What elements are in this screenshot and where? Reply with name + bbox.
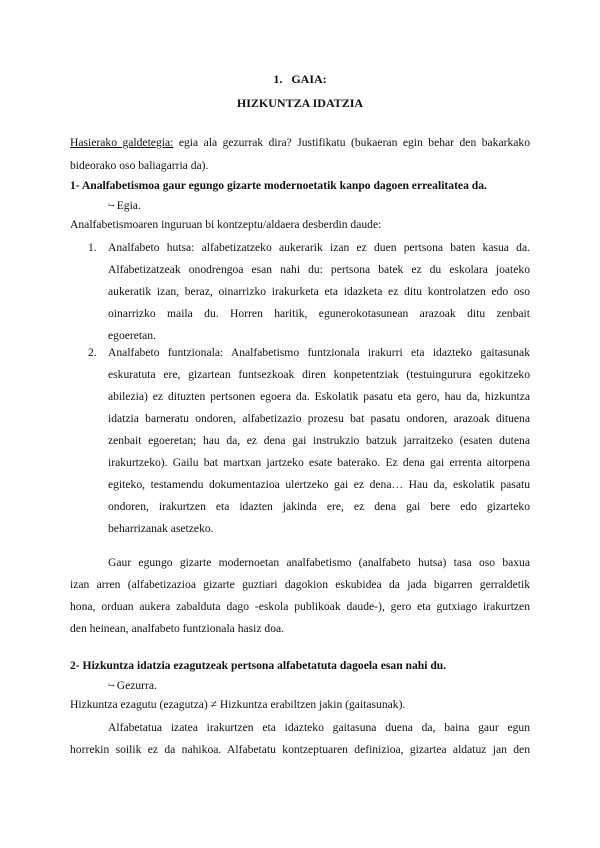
list-item-2-line: irakurtzeko). Gailu bat martxan jartzeko esate baterako. Ez dena gai errenta aitorpena: [108, 456, 530, 469]
arrow-icon: ↪: [108, 201, 115, 210]
q1-answer: Egia.: [116, 199, 141, 212]
intro-line-2: bideorako oso baliagarria da).: [70, 159, 209, 172]
list-item-1-line: egoeretan.: [108, 329, 156, 342]
intro-label: Hasierako galdetegia:: [70, 136, 174, 149]
q2-answer-line: [108, 679, 157, 694]
heading-line: [0, 72, 600, 87]
list-item-2-line: beharrizanak asetzeko.: [108, 522, 214, 535]
heading-title: HIZKUNTZA IDATZIA: [236, 96, 364, 110]
q2-answer: Gezurra.: [116, 679, 157, 692]
q1-lead: Analfabetismoaren inguruan bi kontzeptu/aldaera desberdin daude:: [70, 218, 382, 231]
heading-gaia: GAIA:: [291, 72, 327, 86]
arrow-icon: ↪: [108, 681, 115, 690]
list-item-2-line: idatzia barneratu ondoren, alfabetizazio prozesu bat pasatu ondoren, arazoak dituena: [108, 412, 530, 425]
list-item-2-line: Analfabeto funtzionala: Analfabetismo funtzionala irakurri eta idazteko gaitasunak: [108, 346, 530, 359]
list-item-1-line: Alfabetizatzeak onodrengoa esan nahi du: pertsona batek ez du eskolara joateko: [108, 263, 530, 276]
q1-paragraph-line: Gaur egungo gizarte modernoetan analfabetismo (analfabeto hutsa) tasa oso baxua: [108, 556, 530, 569]
list-item-2-line: eskuratuta ere, gizartean funtsezkoak diren konpetentziak (testuingurura egokitzeko: [108, 368, 530, 381]
list-item-1-line: Analfabeto hutsa: alfabetizatzeko aukerarik izan ez duen pertsona baten kasua da.: [108, 241, 530, 254]
list-item-2-line: abilezia) ez dituzten pertsonen egoera da. Eskolatik pasatu eta gero, hau da, hizkuntza: [108, 390, 530, 403]
q1-paragraph-line: hona, orduan aukera zabalduta dago -eskola publikoak daude-), gero eta gutxiago irakurtzen: [70, 600, 530, 613]
intro-line-1-text: egia ala gezurrak dira? Justifikatu (bukaeran egin behar den bakarkako: [173, 136, 530, 149]
list-item-2-line: ondoren, irakurtzen eta idazten jakinda ere, ez dena gai bere edo gizarteko: [108, 500, 530, 513]
list-item-2-line: zenbait egoeretan; hau da, ez dena gai instrukzio batzuk jarraitzeko (esaten dutena: [108, 434, 530, 447]
list-item-1-line: aukeratik izan, beraz, oinarrizko irakurketa eta idazketa ez ditu kontrolatzen edo oso: [108, 285, 530, 298]
list-item-1-number: 1.: [88, 241, 97, 254]
q1-paragraph-line: den heinean, analfabeto funtzionala hasiz doa.: [70, 622, 285, 635]
intro-line-1: [70, 136, 530, 150]
q1-paragraph-line: izan arren (alfabetizazioa gizarte guztiari dagokion eskubidea da jada bigarren gerraldetik: [70, 578, 530, 591]
q1-question: 1- Analfabetismoa gaur egungo gizarte modernoetatik kanpo dagoen errealitatea da.: [70, 179, 487, 192]
q2-paragraph-line: Alfabetatua izatea irakurtzen eta idazteko gaitasuna duena da, baina gaur egun: [108, 721, 530, 734]
q1-answer-line: [108, 199, 141, 214]
list-item-2-line: egiteko, testamendu dokumentazioa ulertzeko gai ez dena… Hau da, eskolatik pasatu: [108, 478, 530, 491]
q2-paragraph-line: horrekin soilik ez da nahikoa. Alfabetatu kontzeptuaren definizioa, gizartea aldatuz jan den: [70, 743, 530, 756]
list-item-1-line: oinarrizko maila du. Horren haritik, egunerokotasunean arazoak ditu zenbait: [108, 307, 530, 320]
q2-question: 2- Hizkuntza idatzia ezagutzeak pertsona alfabetatuta dagoela esan nahi du.: [70, 659, 447, 672]
list-item-2-number: 2.: [88, 346, 97, 359]
heading-number: 1.: [273, 72, 283, 86]
q2-line-1: Hizkuntza ezagutu (ezagutza) ≠ Hizkuntza erabiltzen jakin (gaitasunak).: [70, 698, 406, 711]
